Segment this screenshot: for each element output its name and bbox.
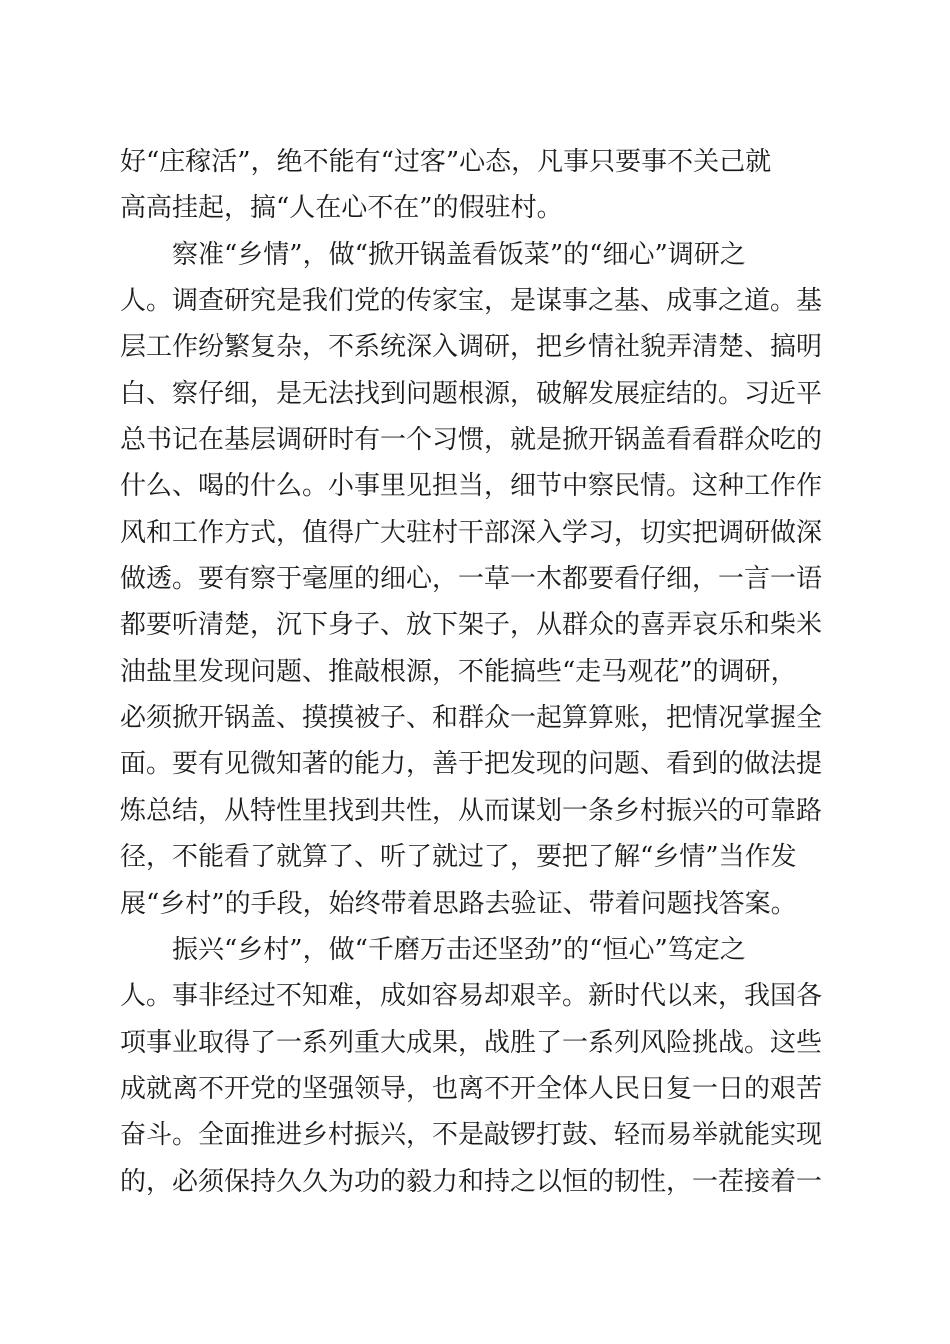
text-line: 奋斗。全面推进乡村振兴，不是敲锣打鼓、轻而易举就能实现 (120, 1120, 823, 1151)
text-line: 面。要有见微知著的能力，善于把发现的问题、看到的做法提 (120, 749, 823, 780)
text-line: 高高挂起，搞“人在心不在”的假驻村。 (120, 193, 563, 224)
text-line: 油盐里发现问题、推敲根源，不能搞些“走马观花”的调研， (120, 656, 797, 687)
text-line: 项事业取得了一系列重大成果，战胜了一系列风险挑战。这些 (120, 1027, 823, 1058)
text-line: 振兴“乡村”，做“千磨万击还坚劲”的“恒心”笃定之 (172, 934, 746, 965)
text-line: 径，不能看了就算了、听了就过了，要把了解“乡情”当作发 (120, 842, 797, 873)
text-line: 展“乡村”的手段，始终带着思路去验证、带着问题找答案。 (120, 888, 797, 919)
text-line: 成就离不开党的坚强领导，也离不开全体人民日复一日的艰苦 (120, 1073, 823, 1104)
text-line: 好“庄稼活”，绝不能有“过客”心态，凡事只要事不关己就 (120, 147, 772, 177)
text-line: 察准“乡情”，做“掀开锅盖看饭菜”的“细心”调研之 (172, 239, 746, 270)
text-line: 的，必须保持久久为功的毅力和持之以恒的韧性，一茬接着一 (120, 1166, 823, 1197)
text-line: 炼总结，从特性里找到共性，从而谋划一条乡村振兴的可靠路 (120, 795, 823, 826)
text-line: 人。事非经过不知难，成如容易却艰辛。新时代以来，我国各 (120, 981, 823, 1012)
text-line: 总书记在基层调研时有一个习惯，就是掀开锅盖看看群众吃的 (120, 425, 823, 456)
paragraph-p1 (120, 139, 840, 232)
paragraph-p2 (120, 232, 840, 927)
text-line: 都要听清楚，沉下身子、放下架子，从群众的喜弄哀乐和柴米 (120, 610, 823, 641)
text-line: 什么、喝的什么。小事里见担当，细节中察民情。这种工作作 (120, 471, 823, 502)
body-text (120, 139, 840, 1205)
text-line: 做透。要有察于毫厘的细心，一草一木都要看仔细，一言一语 (120, 564, 823, 595)
paragraph-p3 (120, 927, 840, 1205)
text-line: 白、察仔细，是无法找到问题根源，破解发展症结的。习近平 (120, 378, 823, 409)
text-line: 风和工作方式，值得广大驻村干部深入学习，切实把调研做深 (120, 517, 823, 548)
text-line: 层工作纷繁复杂，不系统深入调研，把乡情社貌弄清楚、搞明 (120, 332, 823, 363)
text-line: 人。调查研究是我们党的传家宝，是谋事之基、成事之道。基 (120, 286, 823, 317)
text-line: 必须掀开锅盖、摸摸被子、和群众一起算算账，把情况掌握全 (120, 703, 823, 734)
